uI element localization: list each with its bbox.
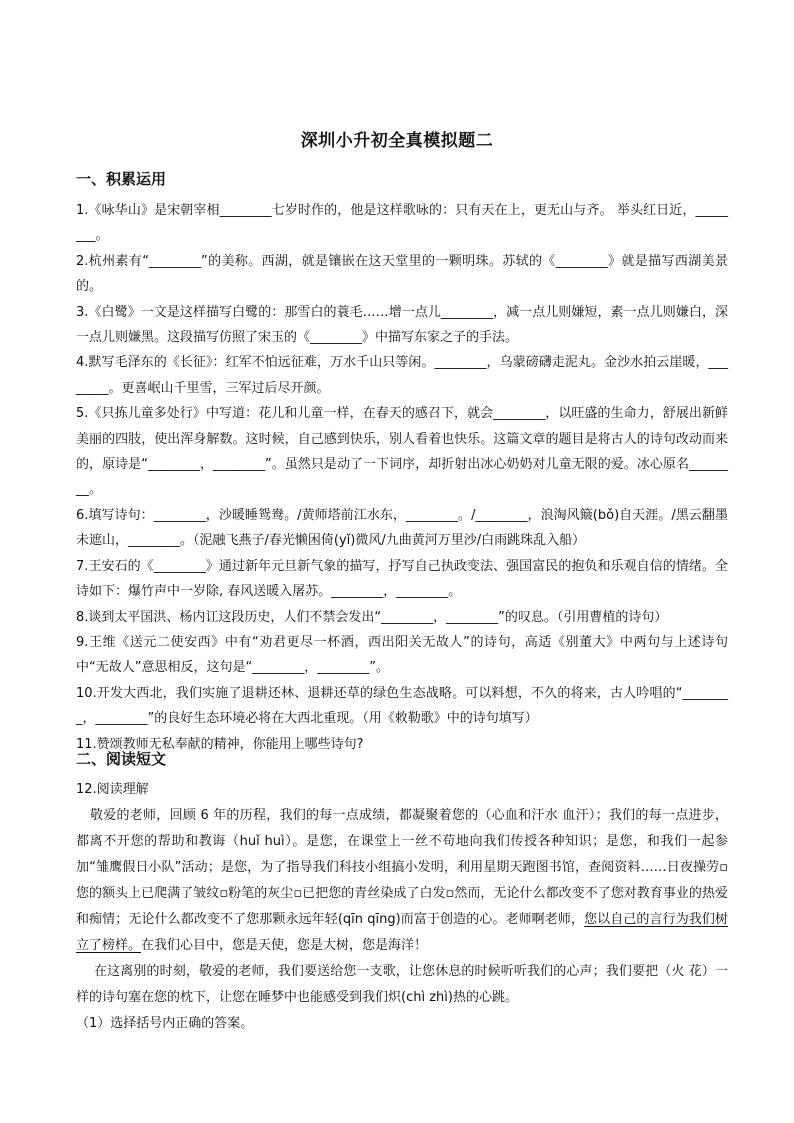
reading-section [76, 777, 728, 1037]
paragraph-1-text: 敬爱的老师，回顾 6 年的历程，我们的每一点成绩，都凝聚着您的（心血和汗水 血汗）；我们的每一点进步，都离不开您的帮助和教诲（huǐ huì）。是您，在课堂上一丝不苟地向我们传授各种知识；是您，和我们一起参加“雏鹰假日小队”活动；是您，为了指导我们科技小组搞小发明，利用星期天跑图书馆，查阅资料……日夜操劳▫您的额头上已爬满了皱纹▫粉笔的灰尘▫已把您的青丝染成了白发▫然而，无论什么都改变不了您对教育事业的热爱和痴情；无论什么都改变不了您那颗永远年轻(qīn qīng)而富于创造的心。老师啊老师， [76, 808, 728, 927]
question-10: 10.开发大西北，我们实施了退耕还林、退耕还草的绿色生态战略。可以料想，不久的将来，古人吟唱的“________，________”的良好生态环境必将在大西北重现。（用《敕勒歌》中的诗句填写） [76, 685, 728, 727]
page-title: 深圳小升初全真模拟题二 [300, 131, 494, 151]
question-9: 9.王维《送元二使安西》中有“劝君更尽一杯酒，西出阳关无故人”的诗句，高适《别董大》中两句与上述诗句中“无故人”意思相反，这句是“________，________”。 [76, 634, 728, 676]
question-5: 5.《只拣儿童多处行》中写道：花儿和儿童一样，在春天的感召下，就会________，以旺盛的生命力，舒展出新鲜美丽的四肢，使出浑身解数。这时候，自己感到快乐，别人看着也快乐。这篇文章的题目是将古人的诗句改动而来的，原诗是“________，________”。虽然只是动了一下词序，却折射出冰心奶奶对儿童无限的爱。冰心原名________。 [76, 406, 728, 498]
question-8: 8.谈到太平国洪、杨内讧这段历史，人们不禁会发出“________，________”的叹息。（引用曹植的诗句） [76, 609, 668, 625]
paragraph-1-ending: 在我们心目中，您是天使，您是大树，您是海洋！ [141, 938, 428, 953]
question-2: 2.杭州素有“________”的美称。西湖，就是镶嵌在这天堂里的一颗明珠。苏轼的《________》就是描写西湖美景的。 [76, 253, 728, 295]
sub-question-1: （1）选择括号内正确的答案。 [76, 1016, 254, 1031]
question-4: 4.默写毛泽东的《长征》：红军不怕远征难，万水千山只等闲。________，乌蒙磅礴走泥丸。金沙水拍云崖暖，________。更喜岷山千里雪，三军过后尽开颜。 [76, 355, 728, 396]
question-list [76, 198, 728, 757]
question-3: 3.《白鹭》一文是这样描写白鹭的：那雪白的蓑毛……增一点儿________，减一点儿则嫌短，素一点儿则嫌白，深一点儿则嫌黑。这段描写仿照了宋玉的《________》中描写东家之子的手法。 [76, 304, 728, 346]
question-7: 7.王安石的《________》通过新年元旦新气象的描写，抒写自己执政变法、强国富民的抱负和乐观自信的情绪。全诗如下：爆竹声中一岁除, 春风送暖入屠苏。________，________。 [76, 558, 728, 600]
question-1: 1.《咏华山》是宋朝宰相________七岁时作的，他是这样歌咏的：只有天在上，更无山与齐。 举头红日近，________。 [76, 203, 728, 244]
reading-paragraph-1 [76, 803, 728, 959]
underlined-sentence: 您以自己的言行为我们树立了榜样。 [76, 912, 728, 953]
section-heading-accumulation: 一、积累运用 [76, 170, 167, 188]
section-heading-reading: 二、阅读短文 [76, 750, 167, 768]
reading-paragraph-2: 在这离别的时刻，敬爱的老师，我们要送给您一支歌，让您休息的时候听听我们的心声；我们要把（火 花）一样的诗句塞在您的枕下，让您在睡梦中也能感受到我们炽(chì zhì)热的心跳。 [76, 964, 728, 1005]
reading-label: 12.阅读理解 [76, 782, 149, 797]
question-11: 11.赞颂教师无私奉献的精神，你能用上哪些诗句? [76, 736, 364, 752]
question-6: 6.填写诗句：________，沙暖睡鸳鸯。/黄师塔前江水东，________。/________，浪淘风簸(bǒ)自天涯。/黑云翻墨未遮山，________。（泥融飞燕子/春光懒困倚(yǐ)微风/九曲黄河万里沙/白雨跳珠乱入船） [76, 507, 728, 549]
